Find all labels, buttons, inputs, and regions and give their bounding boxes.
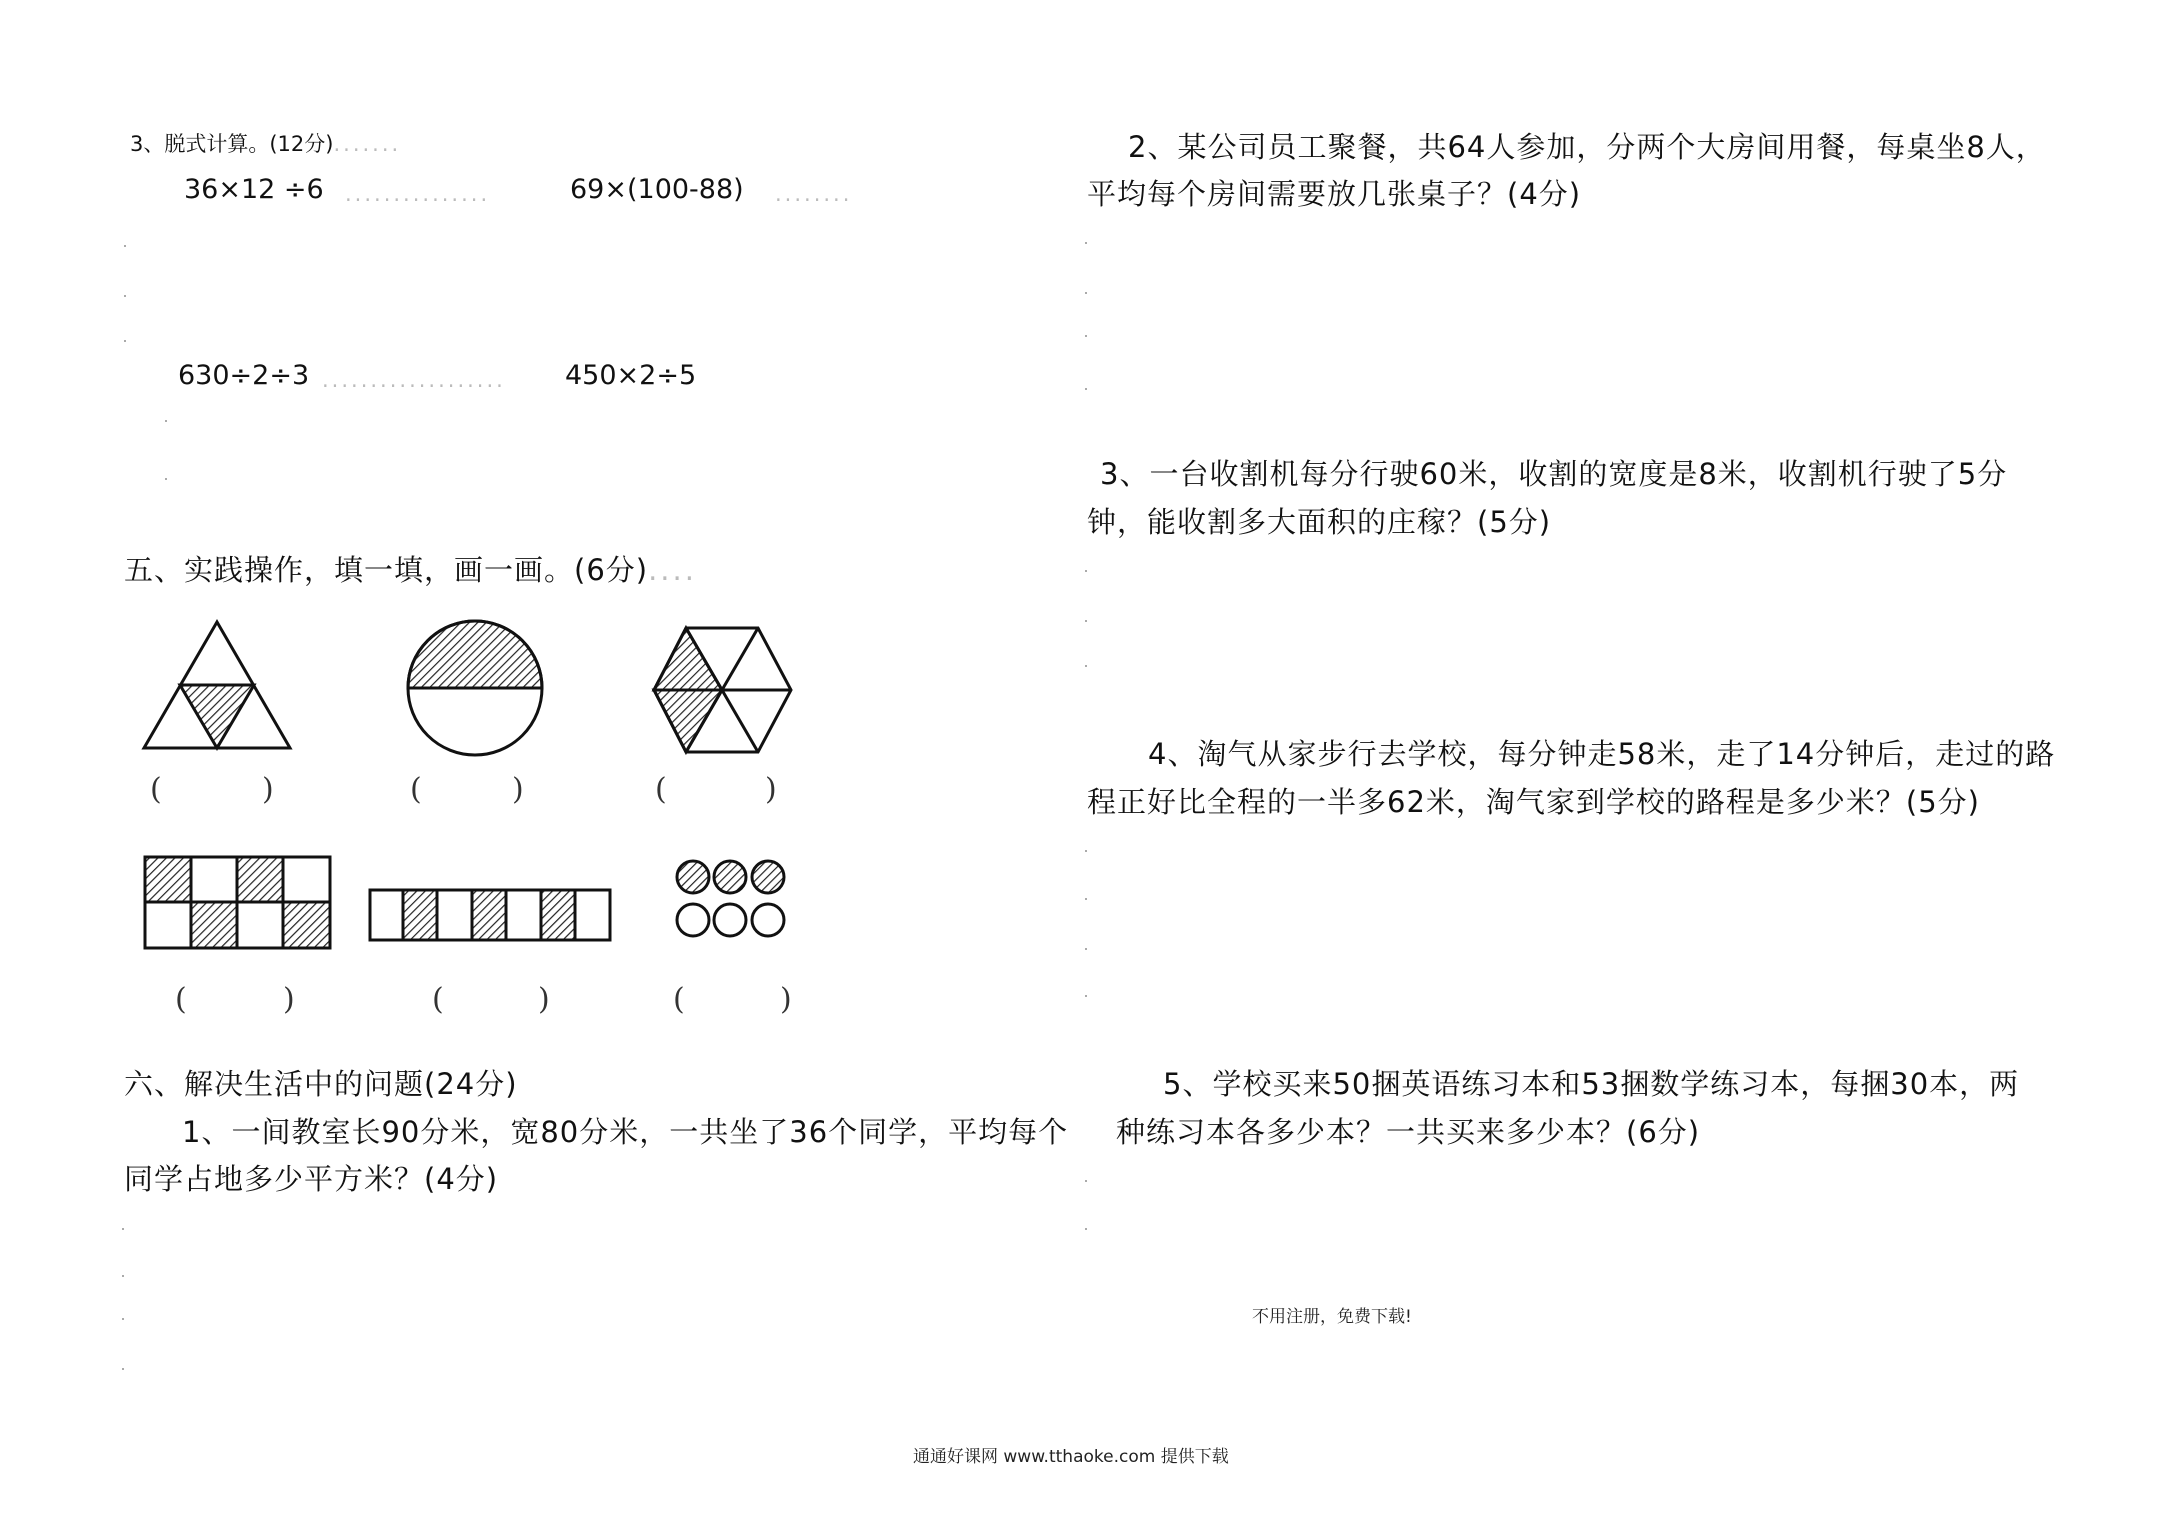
- margin-dot: [1085, 335, 1087, 337]
- hexagon-figure: [650, 625, 795, 755]
- grid-figure: [143, 855, 333, 950]
- section5-title: 五、实践操作，填一填，画一画。(6分)....: [124, 553, 697, 587]
- answer-blank[interactable]: (: [673, 982, 685, 1017]
- margin-dot: [1085, 388, 1087, 390]
- question-1-line1: 1、一间教室长90分米，宽80分米，一共坐了36个同学，平均每个: [182, 1115, 1069, 1149]
- triangle-figure: [140, 618, 295, 753]
- margin-dot: [165, 478, 167, 480]
- calc-item-1: 36×12 ÷6: [184, 174, 324, 205]
- answer-blank[interactable]: ): [283, 982, 295, 1017]
- section6-title: 六、解决生活中的问题(24分): [124, 1067, 518, 1101]
- margin-dot: [122, 1228, 124, 1230]
- answer-blank[interactable]: (: [150, 772, 162, 807]
- answer-blank[interactable]: (: [175, 982, 187, 1017]
- dot-leader: ....: [648, 553, 697, 587]
- margin-dot: [1085, 1228, 1087, 1230]
- margin-dot: [1085, 570, 1087, 572]
- margin-dot: [124, 295, 126, 297]
- margin-dot: [122, 1368, 124, 1370]
- margin-dot: [1085, 995, 1087, 997]
- question-1-line2: 同学占地多少平方米？(4分): [124, 1162, 499, 1196]
- question-3-line2: 钟，能收割多大面积的庄稼？(5分): [1087, 505, 1552, 539]
- strip-figure: [368, 888, 613, 943]
- margin-dot: [1085, 1180, 1087, 1182]
- question-2-line2: 平均每个房间需要放几张桌子？(4分): [1087, 177, 1582, 211]
- calc-item-4: 450×2÷5: [565, 360, 697, 391]
- download-note: 不用注册，免费下载!: [1252, 1307, 1412, 1327]
- margin-dot: [1085, 292, 1087, 294]
- circles-figure: [675, 858, 795, 940]
- answer-blank[interactable]: ): [780, 982, 792, 1017]
- margin-dot: [1085, 850, 1087, 852]
- answer-blank[interactable]: (: [410, 772, 422, 807]
- question-5-line2: 种练习本各多少本？一共买来多少本？(6分): [1116, 1115, 1701, 1149]
- answer-blank[interactable]: (: [655, 772, 667, 807]
- margin-dot: [1085, 898, 1087, 900]
- question-4-line1: 4、淘气从家步行去学校，每分钟走58米，走了14分钟后，走过的路: [1148, 737, 2056, 771]
- answer-blank[interactable]: (: [432, 982, 444, 1017]
- margin-dot: [122, 1275, 124, 1277]
- dot-leader: ...................: [322, 368, 506, 392]
- margin-dot: [1085, 948, 1087, 950]
- margin-dot: [124, 245, 126, 247]
- calc-item-3: 630÷2÷3: [178, 360, 310, 391]
- margin-dot: [122, 1318, 124, 1320]
- dot-leader: .......: [333, 132, 402, 156]
- question-4-line2: 程正好比全程的一半多62米，淘气家到学校的路程是多少米？(5分): [1087, 785, 1980, 819]
- margin-dot: [124, 340, 126, 342]
- answer-blank[interactable]: ): [765, 772, 777, 807]
- answer-blank[interactable]: ): [262, 772, 274, 807]
- question-2-line1: 2、某公司员工聚餐，共64人参加，分两个大房间用餐，每桌坐8人，: [1128, 130, 2046, 164]
- margin-dot: [165, 420, 167, 422]
- answer-blank[interactable]: ): [538, 982, 550, 1017]
- half-circle-figure: [405, 618, 545, 758]
- dot-leader: ........: [775, 182, 853, 206]
- page-footer: 通通好课网 www.tthaoke.com 提供下载: [913, 1447, 1229, 1467]
- dot-leader: ...............: [345, 182, 491, 206]
- calc-item-2: 69×(100-88): [570, 174, 744, 205]
- question-3-line1: 3、一台收割机每分行驶60米，收割的宽度是8米，收割机行驶了5分: [1100, 457, 2008, 491]
- margin-dot: [1085, 620, 1087, 622]
- answer-blank[interactable]: ): [512, 772, 524, 807]
- calc-title: 3、脱式计算。(12分).......: [130, 132, 402, 156]
- margin-dot: [1085, 242, 1087, 244]
- margin-dot: [1085, 665, 1087, 667]
- question-5-line1: 5、学校买来50捆英语练习本和53捆数学练习本，每捆30本，两: [1163, 1067, 2020, 1101]
